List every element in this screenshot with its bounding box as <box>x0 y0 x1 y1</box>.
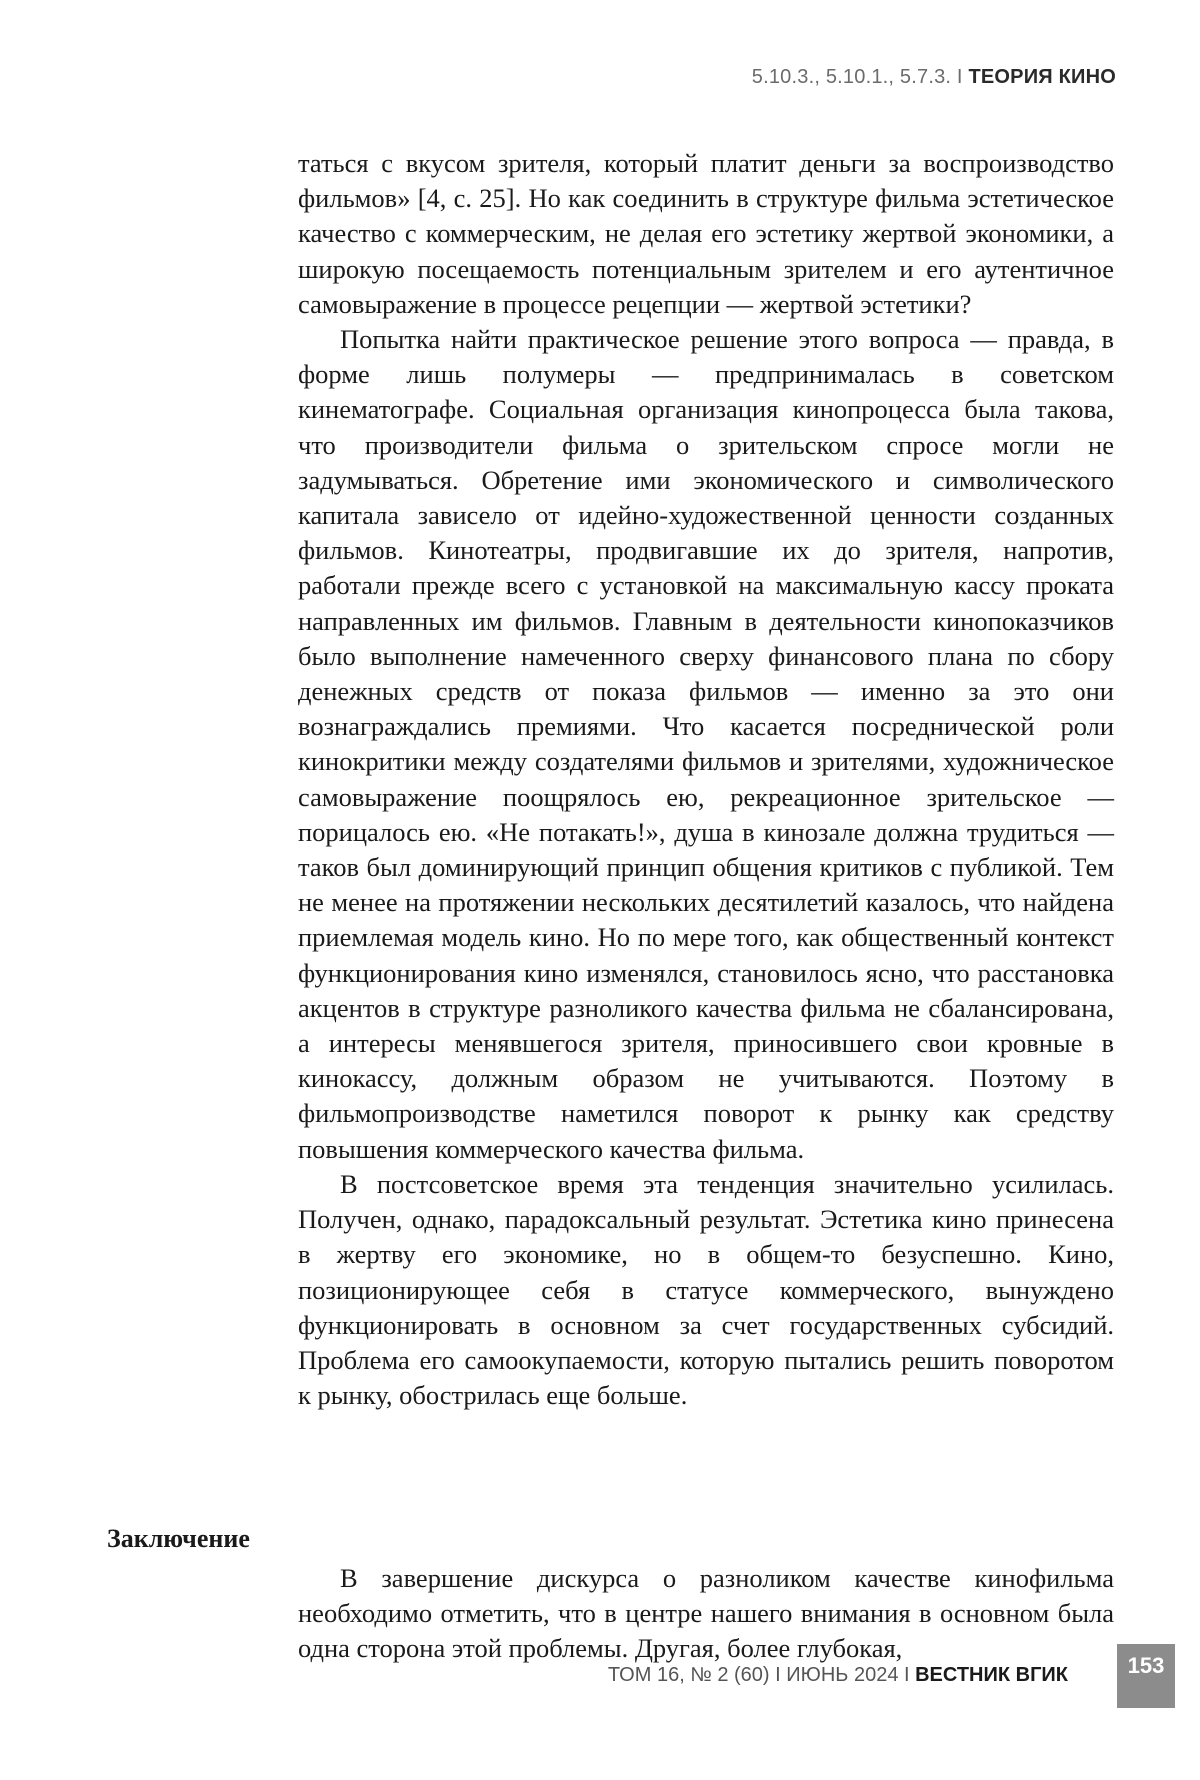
header-separator: I <box>951 66 969 88</box>
running-head <box>752 66 1116 89</box>
conclusion-text <box>298 1561 1114 1667</box>
header-codes: 5.10.3., 5.10.1., 5.7.3. <box>751 66 952 88</box>
page-footer <box>608 1660 1068 1690</box>
header-section: ТЕОРИЯ КИНО <box>968 66 1116 88</box>
main-text <box>298 146 1114 1413</box>
footer-issue: ТОМ 16, № 2 (60) I ИЮНЬ 2024 <box>607 1664 899 1686</box>
paragraph-3: В постсоветское время эта тенденция значительно усилилась. Получен, однако, парадоксальный результат. Эстетика кино принесена в жертву его экономике, но в общем-то безуспешно. Кино, позиционирующее себя в статусе коммерческого, вынуждено функционировать в основном за счет государственных субсидий. Проблема его самоокупаемости, которую пытались решить поворотом к рынку, обострилась еще больше. <box>298 1168 1114 1411</box>
page-number: 153 <box>1117 1644 1175 1708</box>
conclusion-paragraph: В завершение дискурса о разноликом качестве кинофильма необходимо отметить, что в центре нашего внимания в основном была одна сторона этой проблемы. Другая, более глубокая, <box>298 1563 1114 1664</box>
paragraph-2: Попытка найти практическое решение этого вопроса — правда, в форме лишь полумеры — предпринималась в советском кинематографе. Социальная организация кинопроцесса была такова, что производители фильма о зрительском спросе могли не задумываться. Обретение ими экономического и символического капитала зависело от идейно-художественной ценности созданных фильмов. Кинотеатры, продвигавшие их до зрителя, напротив, работали прежде всего с установкой на максимальную кассу проката направленных им фильмов. Главным в деятельности кинопоказчиков было выполнение намеченного сверху финансового плана по сбору денежных средств от показа фильмов — именно за это они вознаграждались премиями. Что касается посреднической роли кинокритики между создателями фильмов и зрителями, художническое самовыражение поощрялось ею, рекреационное зрительское — порицалось ею. «Не потакать!», душа в кинозале должна трудиться — таков был доминирующий принцип общения критиков с публикой. Тем не менее на протяжении нескольких десятилетий казалось, что найдена приемлемая модель кино. Но по мере того, как общественный контекст функционирования кино изменялся, становилось ясно, что расстановка акцентов в структуре разноликого качества фильма не сбалансирована, а интересы менявшегося зрителя, приносившего свои кровные в кинокассу, должным образом не учитываются. Поэтому в фильмопроизводстве наметился поворот к рынку как средству повышения коммерческого качества фильма. <box>298 324 1114 1164</box>
footer-separator: I <box>898 1664 916 1686</box>
footer-journal: ВЕСТНИК ВГИК <box>915 1664 1068 1686</box>
paragraph-1: таться с вкусом зрителя, который платит деньги за воспроизводство фильмов» [4, с. 25]. Но как соединить в структуре фильма эстетическое качество с коммерческим, не делая его эстетику жертвой экономики, а широкую посещаемость потенциальным зрителем и его аутентичное самовыражение в процессе рецепции — жертвой эстетики? <box>298 148 1114 319</box>
section-heading-conclusion: Заключение <box>107 1524 250 1553</box>
